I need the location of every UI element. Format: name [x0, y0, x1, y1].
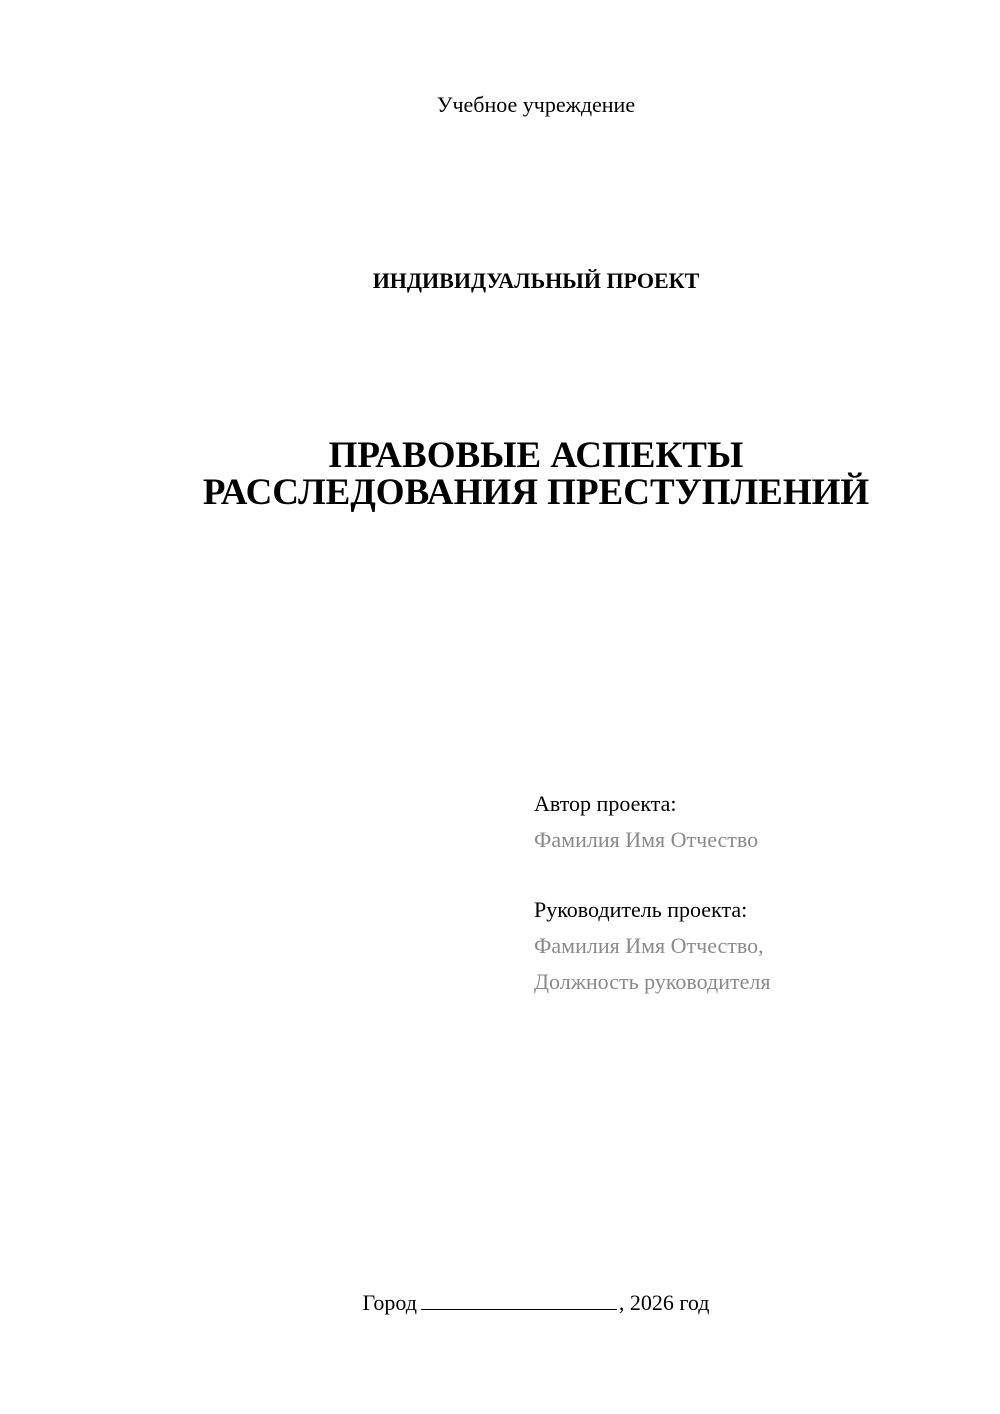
project-title-line-2: РАССЛЕДОВАНИЯ ПРЕСТУПЛЕНИЙ: [202, 472, 870, 513]
city-label: Город: [362, 1290, 417, 1315]
author-name: Фамилия Имя Отчество: [534, 827, 759, 852]
supervisor-position: Должность руководителя: [534, 969, 771, 994]
author-block: [534, 786, 758, 858]
author-label: Автор проекта:: [534, 791, 677, 816]
project-title: [0, 437, 1000, 511]
year-text: , 2026 год: [618, 1290, 710, 1315]
document-type-heading: ИНДИВИДУАЛЬНЫЙ ПРОЕКТ: [372, 268, 700, 293]
supervisor-name: Фамилия Имя Отчество,: [534, 933, 764, 958]
project-title-line-1: ПРАВОВЫЕ АСПЕКТЫ: [328, 435, 744, 476]
supervisor-block: [534, 892, 770, 1000]
city-blank-line: [421, 1289, 617, 1310]
institution-name: Учебное учреждение: [436, 92, 636, 117]
city-year-line: [0, 1288, 1000, 1318]
supervisor-label: Руководитель проекта:: [534, 897, 748, 922]
